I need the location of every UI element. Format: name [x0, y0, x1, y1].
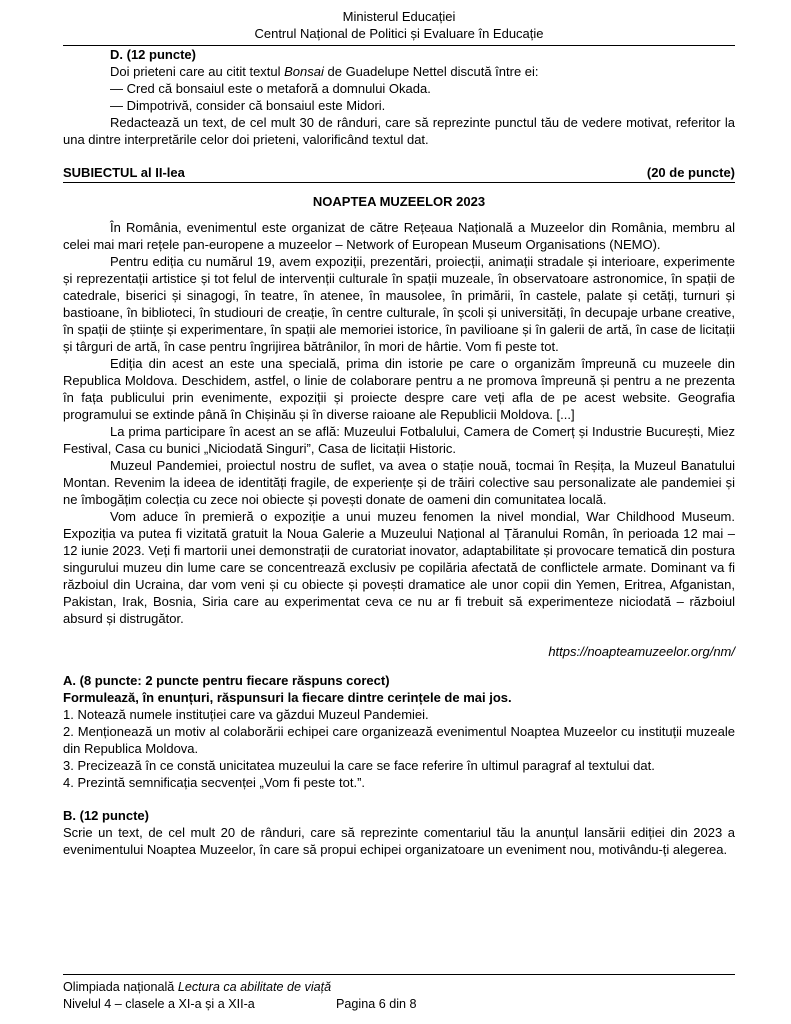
dialogue-line-1: — Cred că bonsaiul este o metaforă a domnului Okada.	[110, 81, 431, 96]
text-paragraph-5: Muzeul Pandemiei, proiectul nostru de suflet, va avea o stație nouă, tocmai în Reșița, la Muzeul Banatului Montan. Revenim la ideea de identități fragile, de experiențe și de trăiri colective sau personalizate ale pandemiei și ne îmbogățim colecția cu zece noi obiecte și povești donate de oameni din comunitatea locală.	[63, 458, 735, 507]
question-3: 3. Precizează în ce constă unicitatea muzeului la care se face referire în ultimul paragraf al textului dat.	[63, 758, 655, 773]
header-institution: Centrul Național de Politici și Evaluare în Educație	[254, 26, 544, 41]
footer-divider	[63, 974, 735, 975]
subject-2-points: (20 de puncte)	[646, 165, 735, 180]
text-paragraph-2: Pentru ediția cu numărul 19, avem expoziții, prezentări, proiecții, animații stradale și interioare, experimente și reprezentații artistice și tot felul de intervenții culturale în spații muzeale, în observatoare astronomice, în spații de catedrale, biserici și sinagogi, în teatre, în atenee, în mausolee, în primării, în castele, palate și cetăți, turnuri și bastioane, în biblioteci, în studiouri de creație, în centre culturale, în școli și universități, în decupaje urbane creative, în spații de științe și experimentare, în spații ale memoriei istorice, în pavilioane și în galerii de artă, în case de licitații și târguri de artă, în case pentru îngrijirea bătrânilor, în mori de hârtie. Vom fi peste tot.	[63, 254, 735, 354]
section-a	[63, 672, 735, 791]
section-b	[63, 807, 735, 858]
text-paragraph-6: Vom aduce în premieră o expoziție a unui muzeu fenomen la nivel mondial, War Childhood Museum. Expoziția va putea fi vizitată gratuit la Noua Galerie a Muzeului Național al Țăranului Român, în perioada 12 mai – 12 iunie 2023. Veți fi martorii unei demonstrații de curatoriat inovator, adaptabilitate și provocare tematică din postura singurului muzeu din lume care se concentrează exclusiv pe copilăria afectată de conflictele armate. Dominant va fi războiul din Ucraina, dar vom veni și cu obiecte și povești dramatice ale unor copii din Yemen, Eritrea, Afganistan, Pakistan, Irak, Bosnia, Siria care au experimentat ceva ce nu ar fi trebuit să experimenteze niciodată – războiul absurd și distrugător.	[63, 509, 735, 626]
source-url: https://noapteamuzeelor.org/nm/	[548, 644, 735, 659]
footer-page-number: Pagina 6 din 8	[336, 996, 417, 1011]
footer-competition-line	[63, 979, 735, 996]
text-paragraph-4: La prima participare în acest an se află: Muzeului Fotbalului, Camera de Comerț și Industrie București, Miez Festival, Casa cu bunici „Niciodată Singuri”, Casa de licitații Historic.	[63, 424, 735, 456]
text-paragraph-3: Ediția din acest an este una specială, prima din istorie pe care o organizăm împreună cu muzeele din Republica Moldova. Deschidem, astfel, o linie de colaborare pentru a ne promova împreună și pentru a ne prezenta în fața publicului prin evenimente, expoziții și proiecte despre care veți afla de pe acest website. Geografia programului se extinde până în Chișinău și în diverse raioane ale Republicii Moldova. [...]	[63, 356, 735, 422]
footer-level-row	[63, 996, 735, 1013]
section-d-intro-post: de Guadelupe Nettel discută între ei:	[323, 64, 539, 79]
section-d	[63, 46, 735, 148]
text-paragraph-1: În România, evenimentul este organizat de către Rețeaua Națională a Muzeelor din România, membru al celei mai mari rețele pan-europene a muzeelor – Network of European Museum Organisations (NEMO).	[63, 220, 735, 252]
page-header	[63, 8, 735, 46]
work-title: Bonsai	[284, 64, 324, 79]
section-d-task: Redactează un text, de cel mult 30 de rânduri, care să reprezinte punctul tău de vedere motivat, referitor la una dintre interpretările celor doi prieteni, valorificând textul dat.	[63, 115, 735, 147]
page-footer	[63, 974, 735, 1012]
text-title: NOAPTEA MUZEELOR 2023	[312, 194, 486, 209]
subject-2-title: SUBIECTUL al II-lea	[63, 165, 185, 180]
subject-2-header	[63, 164, 735, 183]
header-ministry: Ministerul Educației	[342, 9, 456, 24]
subject-2-text	[63, 183, 735, 672]
footer-competition-title: Lectura ca abilitate de viață	[177, 980, 332, 994]
section-d-intro	[63, 63, 735, 80]
dialogue-line-2: — Dimpotrivă, consider că bonsaiul este Midori.	[110, 98, 386, 113]
section-d-title: D. (12 puncte)	[110, 47, 196, 62]
question-2: 2. Menționează un motiv al colaborării echipei care organizează evenimentul Noaptea Muzeelor cu instituții muzeale din Republica Moldova.	[63, 724, 735, 756]
section-b-task: Scrie un text, de cel mult 20 de rânduri, care să reprezinte comentariul tău la anunțul lansării ediției din 2023 a evenimentului Noaptea Muzeelor, în care să propui echipei organizatoare un eveniment nou, motivându-ți alegerea.	[63, 825, 735, 857]
section-a-instruction: Formulează, în enunțuri, răspunsuri la fiecare dintre cerințele de mai jos.	[63, 690, 512, 705]
section-d-intro-pre: Doi prieteni care au citit textul	[110, 64, 285, 79]
question-4: 4. Prezintă semnificația secvenței „Vom fi peste tot.”.	[63, 775, 366, 790]
section-b-title: B. (12 puncte)	[63, 808, 149, 823]
footer-level: Nivelul 4 – clasele a XI-a și a XII-a	[63, 996, 255, 1011]
section-a-title: A. (8 puncte: 2 puncte pentru fiecare răspuns corect)	[63, 673, 390, 688]
question-1: 1. Notează numele instituției care va găzdui Muzeul Pandemiei.	[63, 707, 429, 722]
footer-competition-label: Olimpiada națională	[63, 980, 178, 994]
